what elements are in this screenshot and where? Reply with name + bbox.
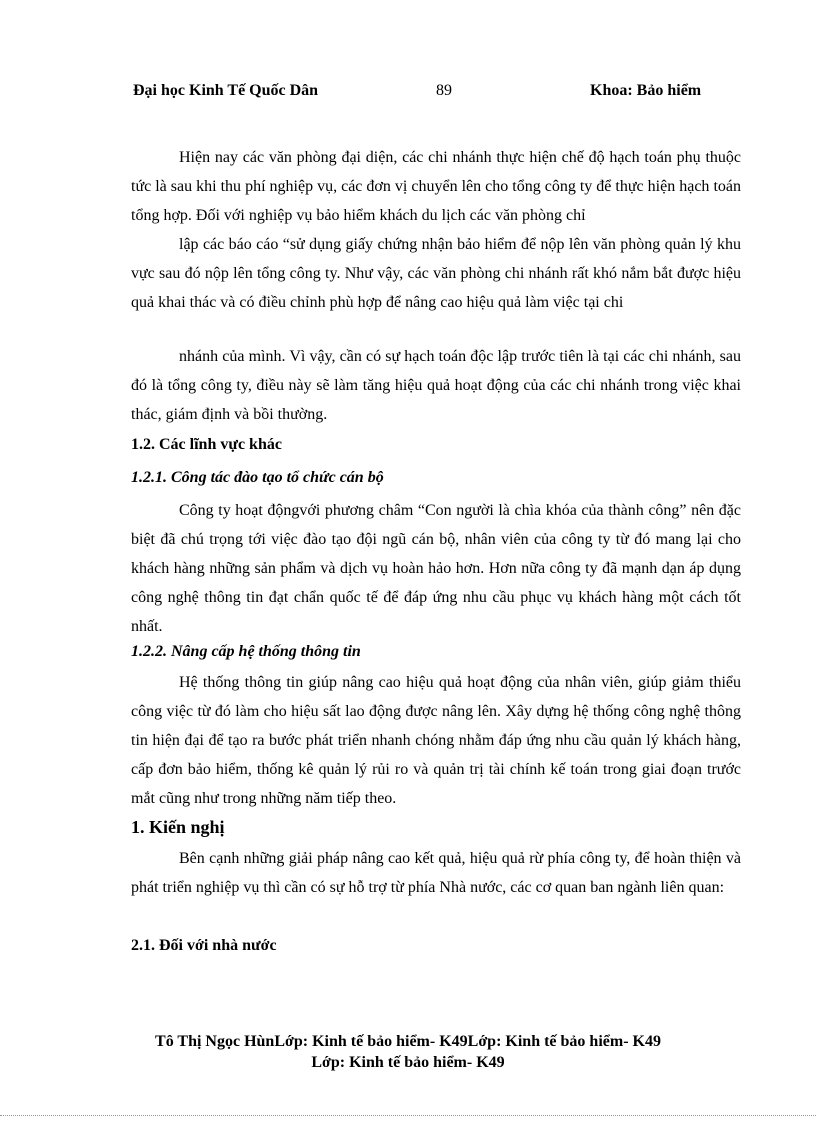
paragraph-staff-training: Công ty hoạt độngvới phương châm “Con người là chìa khóa của thành công” nên đặc biệt đã chú trọng tới việc đào tạo đội ngũ cán bộ, nhân viên của công ty từ đó mang lại cho khách hàng những sản phẩm và dịch vụ hoàn hảo hơn. Hơn nữa công ty đã mạnh dạn áp dụng công nghệ thông tin đạt chẩn quốc tế để đáp ứng nhu cầu phục vụ khách hàng một cách tốt nhất. xyxy=(131,502,741,635)
page-number: 89 xyxy=(436,82,452,99)
heading-other-areas: 1.2. Các lĩnh vực khác xyxy=(131,436,282,453)
header-faculty: Khoa: Bảo hiểm xyxy=(590,82,702,99)
heading-staff-training: 1.2.1. Công tác đào tạo tổ chức cán bộ xyxy=(131,469,384,486)
footer-author-class: Tô Thị Ngọc HùnLớp: Kinh tế bảo hiểm- K49Lớp: Kinh tế bảo hiểm- K49 xyxy=(155,1033,661,1050)
paragraph-accounting-practice: Hiện nay các văn phòng đại diện, các chi nhánh thực hiện chế độ hạch toán phụ thuộc tức là sau khi thu phí nghiệp vụ, các đơn vị chuyển lên cho tổng công ty để thực hiện hạch toán tổng hợp. Đối với nghiệp vụ bảo hiểm khách du lịch các văn phòng chỉ xyxy=(131,149,741,224)
page-bottom-divider xyxy=(0,1115,816,1116)
paragraph-information-system: Hệ thống thông tin giúp nâng cao hiệu quả hoạt động của nhân viên, giúp giảm thiểu công việc từ đó làm cho hiệu sất lao động được nâng lên. Xây dựng hệ thống công nghệ thông tin hiện đại để tạo ra bước phát triển nhanh chóng nhằm đáp ứng nhu cầu quản lý khách hàng, cấp đơn bảo hiểm, thống kê quản lý rủi ro và quản trị tài chính kế toán trong giai đoạn trước mắt cũng như trong những năm tiếp theo. xyxy=(131,674,741,807)
footer-class: Lớp: Kinh tế bảo hiểm- K49 xyxy=(311,1054,505,1071)
header-university: Đại học Kinh Tế Quốc Dân xyxy=(133,82,319,99)
heading-information-system: 1.2.2. Nâng cấp hệ thống thông tin xyxy=(131,643,361,660)
heading-recommendations: 1. Kiến nghị xyxy=(131,817,225,837)
paragraph-recommendations: Bên cạnh những giải pháp nâng cao kết quả, hiệu quả rừ phía công ty, để hoàn thiện và phát triển nghiệp vụ thì cần có sự hỗ trợ từ phía Nhà nước, các cơ quan ban ngành liên quan: xyxy=(131,850,741,896)
paragraph-independent-accounting: nhánh của mình. Vì vậy, cần có sự hạch toán độc lập trước tiên là tại các chi nhánh, sau đó là tổng công ty, điều này sẽ làm tăng hiệu quả hoạt động của các chi nhánh trong việc khai thác, giám định và bồi thường. xyxy=(131,348,741,423)
heading-for-the-state: 2.1. Đối với nhà nước xyxy=(131,937,277,954)
paragraph-report-procedure: lập các báo cáo “sử dụng giấy chứng nhận bảo hiểm để nộp lên văn phòng quản lý khu vực sau đó nộp lên tổng công ty. Như vậy, các văn phòng chi nhánh rất khó nắm bắt được hiệu quả khai thác và có điều chỉnh phù hợp để nâng cao hiệu quả làm việc tại chi xyxy=(131,236,741,311)
